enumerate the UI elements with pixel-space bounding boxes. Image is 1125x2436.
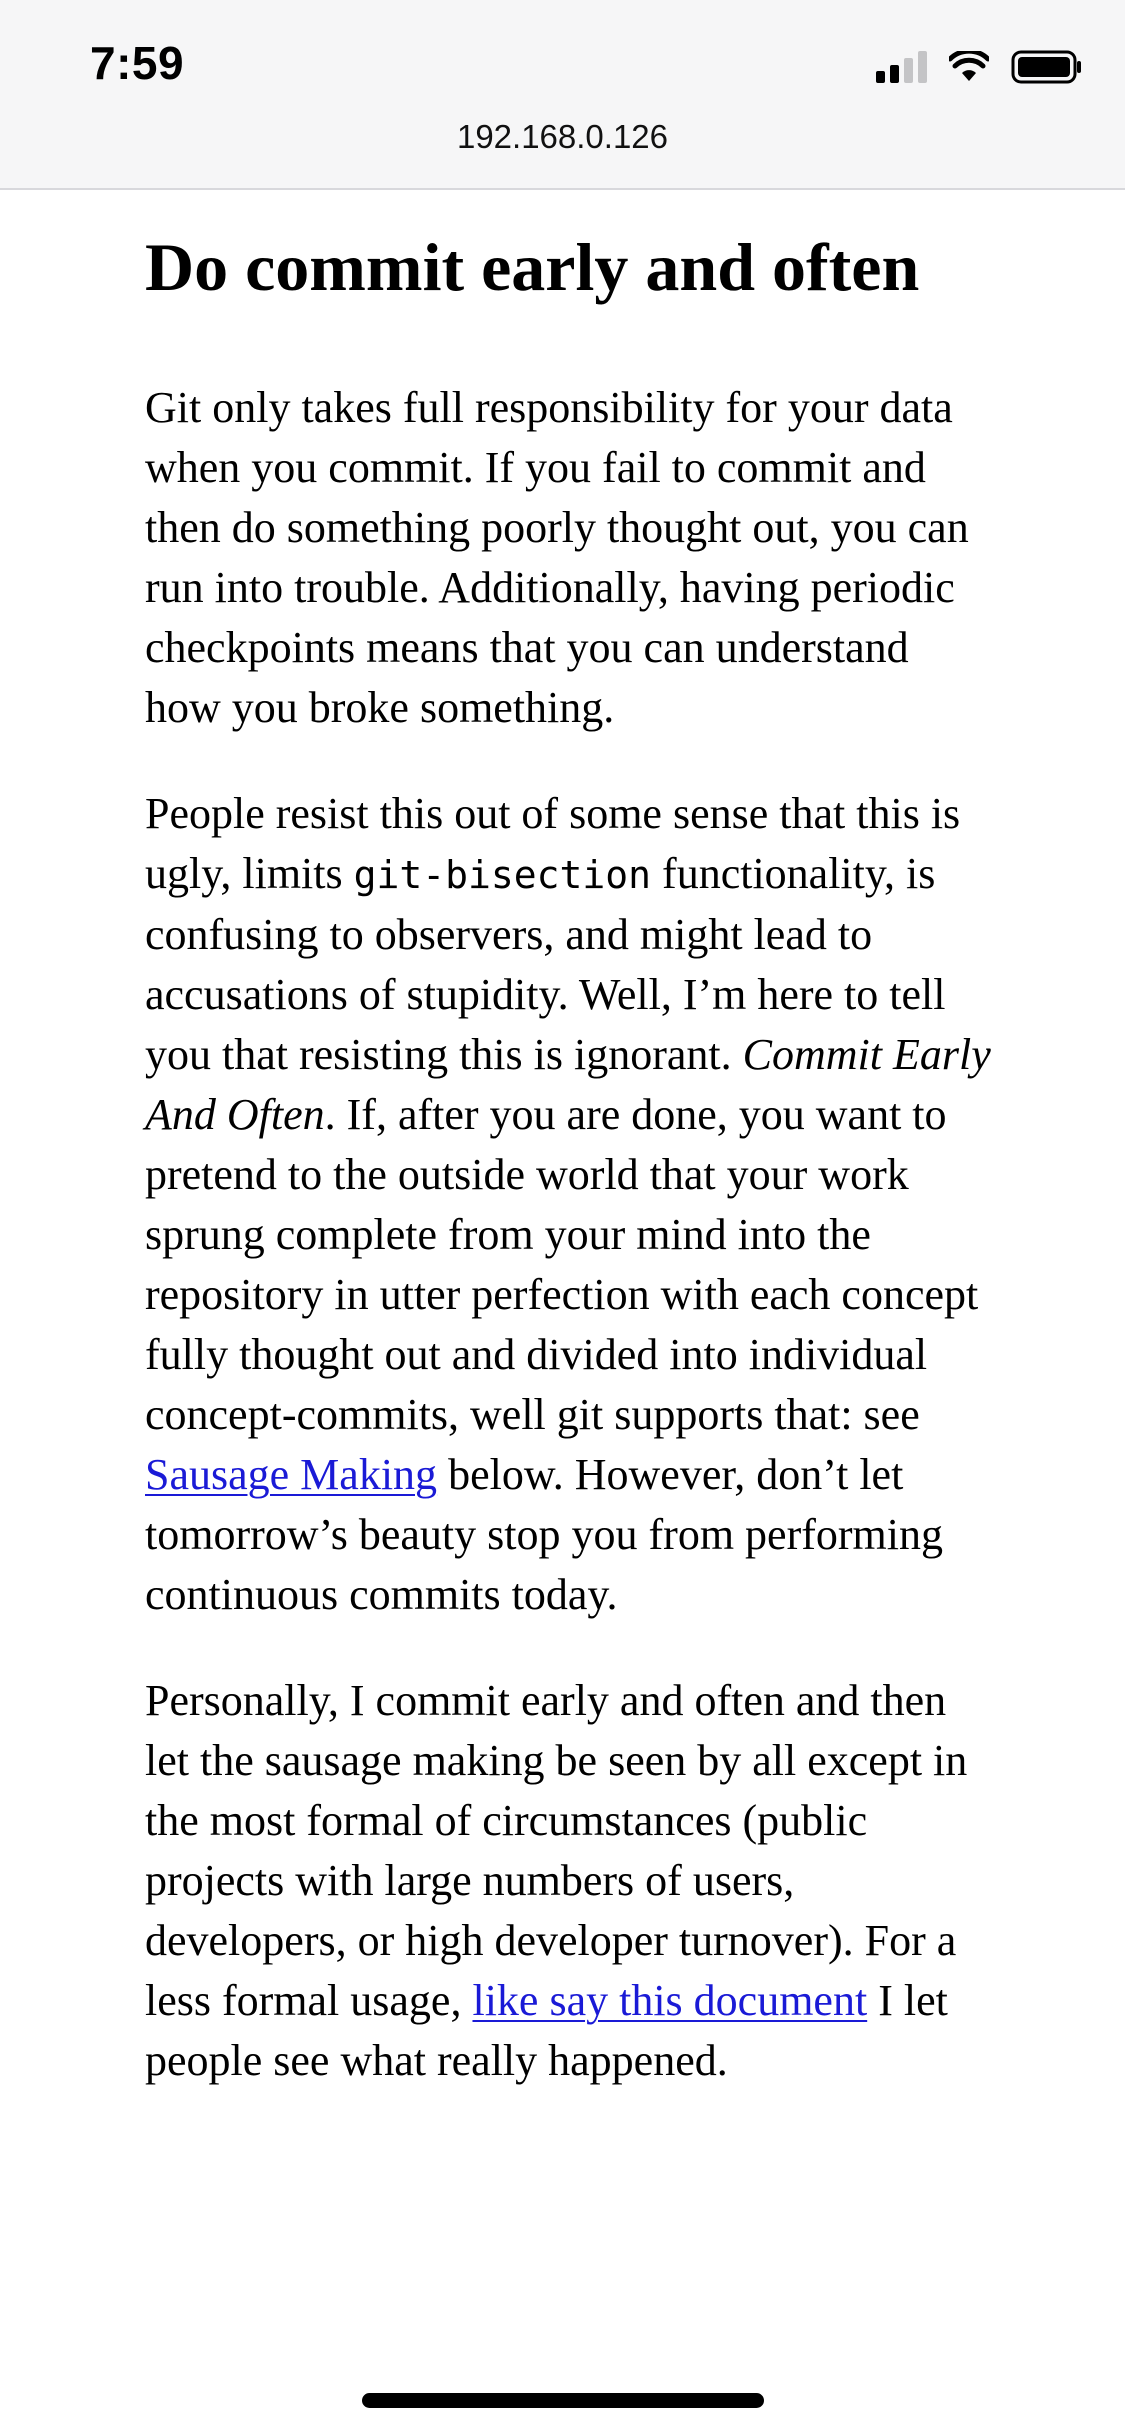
inline-code-git-bisection: git-bisection [353, 853, 652, 898]
paragraph-3 [145, 1671, 995, 2091]
paragraph-2 [145, 784, 995, 1625]
status-bar [0, 0, 1125, 190]
paragraph-1: Git only takes full responsibility for your data when you commit. If you fail to commit and then do something poorly thought out, you can run into trouble. Additionally, having periodic checkpoints means that you can understand how you broke something. [145, 383, 969, 733]
signal-icon [876, 51, 927, 83]
home-indicator[interactable] [362, 2393, 764, 2408]
status-icons [876, 50, 1083, 84]
like-say-this-document-link[interactable]: like say this document [472, 1976, 868, 2026]
sausage-making-link[interactable]: Sausage Making [145, 1450, 438, 1500]
paragraph-2-text-2: functionality, is confusing to observers, and might lead to accusations of stupidity. Well, I’m here to tell you that resisting this is ignorant. [145, 849, 946, 1080]
battery-icon [1011, 50, 1083, 84]
paragraph-2-text-1: People resist this out of some sense that this is ugly, limits [145, 789, 961, 899]
paragraph-3-text-2: I let people see what really happened. [145, 1976, 948, 2086]
article-content [145, 228, 995, 2137]
paragraph-2-text-3: . If, after you are done, you want to pretend to the outside world that your work sprung complete from your mind into the repository in utter perfection with each concept fully thought out and divided into individual concept-commits, well git supports that: see [145, 1090, 979, 1440]
status-time: 7:59 [90, 37, 185, 89]
wifi-icon [949, 51, 989, 83]
emphasis-commit-early: Commit Early And Often [145, 1030, 991, 1140]
paragraph-2-text-4: below. However, don’t let tomorrow’s beauty stop you from performing continuous commits today. [145, 1450, 943, 1620]
paragraph-3-text-1: Personally, I commit early and often and then let the sausage making be seen by all except in the most formal of circumstances (public projects with large numbers of users, developers, or high developer turnover). For a less formal usage, [145, 1676, 968, 2026]
address-bar-url[interactable]: 192.168.0.126 [456, 118, 669, 155]
page-title: Do commit early and often [145, 229, 920, 305]
